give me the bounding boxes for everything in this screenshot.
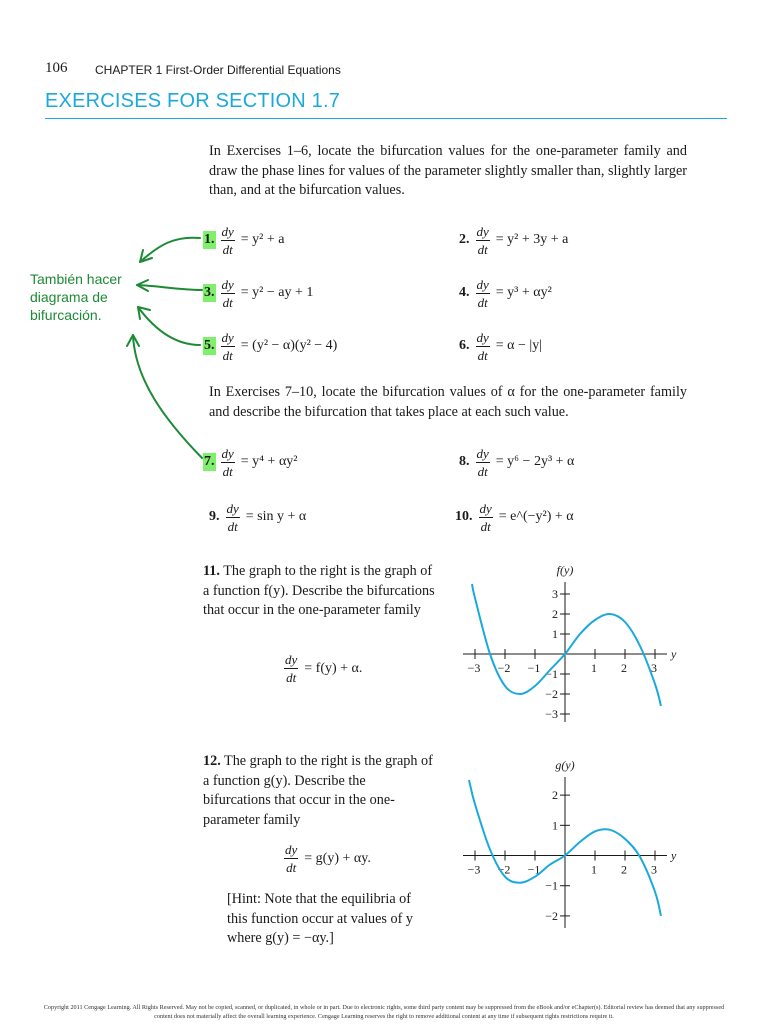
equation-rhs: = α − |y| xyxy=(495,338,543,353)
fraction-numerator: dy xyxy=(221,223,234,239)
x-axis-label: y xyxy=(671,647,677,661)
handwritten-annotation: También hacer diagrama de bifurcación. xyxy=(30,271,122,323)
problem-11 xyxy=(203,562,435,621)
fraction-denominator: dt xyxy=(222,347,233,363)
fraction-denominator: dt xyxy=(222,463,233,479)
problem-12-equation xyxy=(284,842,371,875)
y-tick-label: −1 xyxy=(545,878,558,893)
fraction-denominator: dt xyxy=(286,670,297,685)
fraction-numerator: dy xyxy=(476,329,489,345)
copyright-notice: Copyright 2011 Cengage Learning. All Rights Reserved. May not be copied, scanned, or duplicated, in whole or in part. Due to electronic rights, some third party content may be suppressed from the eBook and/or eChapter(s). Editorial review has deemed that any suppressed content does not materially affect the overall learning experience. Cengage Learning reserves the right to remove additional content at any time if subsequent rights restrictions require it. xyxy=(43,1004,725,1020)
equation-rhs: = y² + 3y + a xyxy=(495,232,569,247)
x-tick-label: −1 xyxy=(527,862,541,877)
equation-rhs: = y⁶ − 2y³ + α xyxy=(495,454,575,469)
x-tick-label: 2 xyxy=(621,661,627,675)
problem-12-hint: [Hint: Note that the equilibria of this function occur at values of y where g(y) = −αy.] xyxy=(227,891,413,946)
y-tick-label: 1 xyxy=(552,627,558,641)
section-title: EXERCISES FOR SECTION 1.7 xyxy=(45,90,341,112)
instructions-paragraph: In Exercises 1–6, locate the bifurcation values for the one-parameter family and draw the phase lines for values of the parameter slightly smaller than, slightly larger than, and at the bifurcation values. xyxy=(209,143,687,198)
equation-rhs: = f(y) + α. xyxy=(304,660,363,676)
fraction-numerator: dy xyxy=(285,652,298,667)
x-tick-label: −3 xyxy=(467,862,481,877)
x-axis-label: y xyxy=(671,848,677,863)
page-number: 106 xyxy=(45,60,68,76)
exercise-number: 4. xyxy=(459,285,470,300)
fraction-denominator: dt xyxy=(286,860,297,875)
x-tick-label: −3 xyxy=(467,661,481,675)
fraction-denominator: dt xyxy=(222,241,233,257)
equation-rhs: = y³ + αy² xyxy=(495,285,552,300)
function-curve xyxy=(472,584,661,706)
graph-g-of-y xyxy=(455,755,695,940)
fraction-numerator: dy xyxy=(476,276,489,292)
x-tick-label: 2 xyxy=(621,862,627,877)
exercise-number: 9. xyxy=(209,509,220,524)
x-tick-label: 3 xyxy=(651,862,657,877)
graph-f-of-y xyxy=(455,560,695,730)
y-tick-label: 2 xyxy=(552,788,558,803)
exercise-number: 6. xyxy=(459,338,470,353)
chapter-title: CHAPTER 1 First-Order Differential Equations xyxy=(95,63,341,77)
y-axis-label: f(y) xyxy=(556,563,574,577)
fraction-numerator: dy xyxy=(285,842,298,857)
y-tick-label: −2 xyxy=(545,687,558,701)
fraction-denominator: dt xyxy=(477,463,488,479)
equation-rhs: = g(y) + αy. xyxy=(304,850,371,866)
y-tick-label: −2 xyxy=(545,908,558,923)
derivative-fraction xyxy=(284,842,298,875)
x-tick-label: −2 xyxy=(497,661,511,675)
equation-rhs: = y² + a xyxy=(240,232,285,247)
fraction-numerator: dy xyxy=(226,500,239,516)
arrow-to-exercise-7 xyxy=(133,335,202,458)
fraction-numerator: dy xyxy=(221,329,234,345)
problem-text: The graph to the right is the graph of a function g(y). Describe the bifurcations that occur in the one-parameter family xyxy=(203,753,433,828)
y-axis-label: g(y) xyxy=(555,758,575,772)
exercise-number: 10. xyxy=(455,509,473,524)
equation-rhs: = e^(−y²) + α xyxy=(498,509,574,524)
equation-rhs: = sin y + α xyxy=(245,509,307,524)
y-tick-label: 2 xyxy=(552,607,558,621)
instructions-paragraph-2: In Exercises 7–10, locate the bifurcation values of α for the one-parameter family and describe the bifurcation that takes place at each such value. xyxy=(209,384,687,420)
fraction-denominator: dt xyxy=(227,518,238,534)
equation-rhs: = y⁴ + αy² xyxy=(240,454,298,469)
fraction-numerator: dy xyxy=(479,500,492,516)
fraction-denominator: dt xyxy=(477,241,488,257)
fraction-denominator: dt xyxy=(222,294,233,310)
fraction-denominator: dt xyxy=(477,294,488,310)
exercise-number: 1. xyxy=(204,232,215,247)
arrow-to-exercise-5 xyxy=(138,307,200,345)
problem-11-equation xyxy=(284,652,362,685)
derivative-fraction xyxy=(284,652,298,685)
x-tick-label: −1 xyxy=(527,661,541,675)
problem-number: 11. xyxy=(203,563,220,579)
exercise-number: 5. xyxy=(204,338,215,353)
problem-12 xyxy=(203,752,435,830)
fraction-numerator: dy xyxy=(476,223,489,239)
exercise-number: 2. xyxy=(459,232,470,247)
exercise-number: 3. xyxy=(204,285,215,300)
y-tick-label: 1 xyxy=(552,818,558,833)
exercise-number: 8. xyxy=(459,454,470,469)
fraction-numerator: dy xyxy=(221,445,234,461)
equation-rhs: = y² − ay + 1 xyxy=(240,285,314,300)
x-tick-label: −2 xyxy=(497,862,511,877)
fraction-denominator: dt xyxy=(480,518,491,534)
fraction-denominator: dt xyxy=(477,347,488,363)
y-tick-label: −3 xyxy=(545,707,558,721)
x-tick-label: 1 xyxy=(591,862,597,877)
fraction-numerator: dy xyxy=(476,445,489,461)
x-tick-label: 1 xyxy=(591,661,597,675)
equation-rhs: = (y² − α)(y² − 4) xyxy=(240,338,338,353)
x-tick-label: 3 xyxy=(651,661,657,675)
y-tick-label: 3 xyxy=(552,587,558,601)
problem-text: The graph to the right is the graph of a function f(y). Describe the bifurcations that occur in the one-parameter family xyxy=(203,563,435,618)
y-tick-label: −1 xyxy=(545,667,558,681)
exercise-number: 7. xyxy=(204,454,215,469)
problem-number: 12. xyxy=(203,753,221,769)
fraction-numerator: dy xyxy=(221,276,234,292)
